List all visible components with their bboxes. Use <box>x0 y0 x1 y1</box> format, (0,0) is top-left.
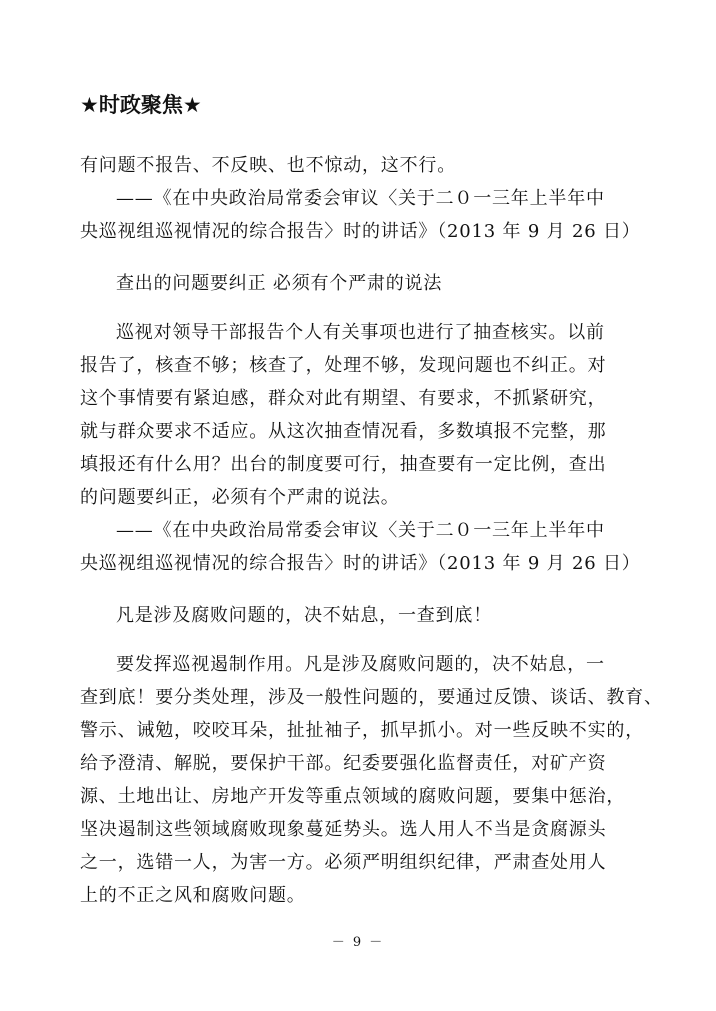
paragraph-line: 之一，选错一人，为害一方。必须严明组织纪律，严肃查处用人 <box>80 852 607 873</box>
paragraph-line: 巡视对领导干部报告个人有关事项也进行了抽查核实。以前 <box>116 322 605 343</box>
citation-line: ——《在中央政治局常委会审议〈关于二０一三年上半年中 <box>116 520 605 541</box>
page-number: － 9 － <box>331 935 385 950</box>
paragraph-line: 有问题不报告、不反映、也不惊动，这不行。 <box>80 155 456 176</box>
paragraph-line: 上的不正之风和腐败问题。 <box>80 885 306 906</box>
citation-line: ——《在中央政治局常委会审议〈关于二０一三年上半年中 <box>116 188 605 209</box>
paragraph-line: 警示、诫勉，咬咬耳朵，扯扯袖子，抓早抓小。对一些反映不实的， <box>80 720 644 741</box>
citation-line: 央巡视组巡视情况的综合报告〉时的讲话》（2013 年 9 月 26 日） <box>80 221 641 242</box>
paragraph-line: 填报还有什么用？出台的制度要可行，抽查要有一定比例，查出 <box>80 454 607 475</box>
paragraph-line: 报告了，核查不够；核查了，处理不够，发现问题也不纠正。对 <box>80 355 607 376</box>
paragraph-line: 坚决遏制这些领域腐败现象蔓延势头。选人用人不当是贪腐源头 <box>80 819 607 840</box>
subtitle: 凡是涉及腐败问题的，决不姑息，一查到底！ <box>116 605 492 626</box>
paragraph-line: 要发挥巡视遏制作用。凡是涉及腐败问题的，决不姑息，一 <box>116 654 605 675</box>
citation-line: 央巡视组巡视情况的综合报告〉时的讲话》（2013 年 9 月 26 日） <box>80 553 641 574</box>
paragraph-line: 源、土地出让、房地产开发等重点领域的腐败问题，要集中惩治， <box>80 786 626 807</box>
paragraph-line: 的问题要纠正，必须有个严肃的说法。 <box>80 487 400 508</box>
paragraph-line: 就与群众要求不适应。从这次抽查情况看，多数填报不完整，那 <box>80 421 607 442</box>
paragraph-line: 查到底！要分类处理，涉及一般性问题的，要通过反馈、谈话、教育、 <box>80 687 663 708</box>
section-heading: ★时政聚焦★ <box>80 93 202 117</box>
paragraph-line: 这个事情要有紧迫感，群众对此有期望、有要求，不抓紧研究， <box>80 388 607 409</box>
subtitle: 查出的问题要纠正 必须有个严肃的说法 <box>116 273 443 294</box>
paragraph-line: 给予澄清、解脱，要保护干部。纪委要强化监督责任，对矿产资 <box>80 753 607 774</box>
